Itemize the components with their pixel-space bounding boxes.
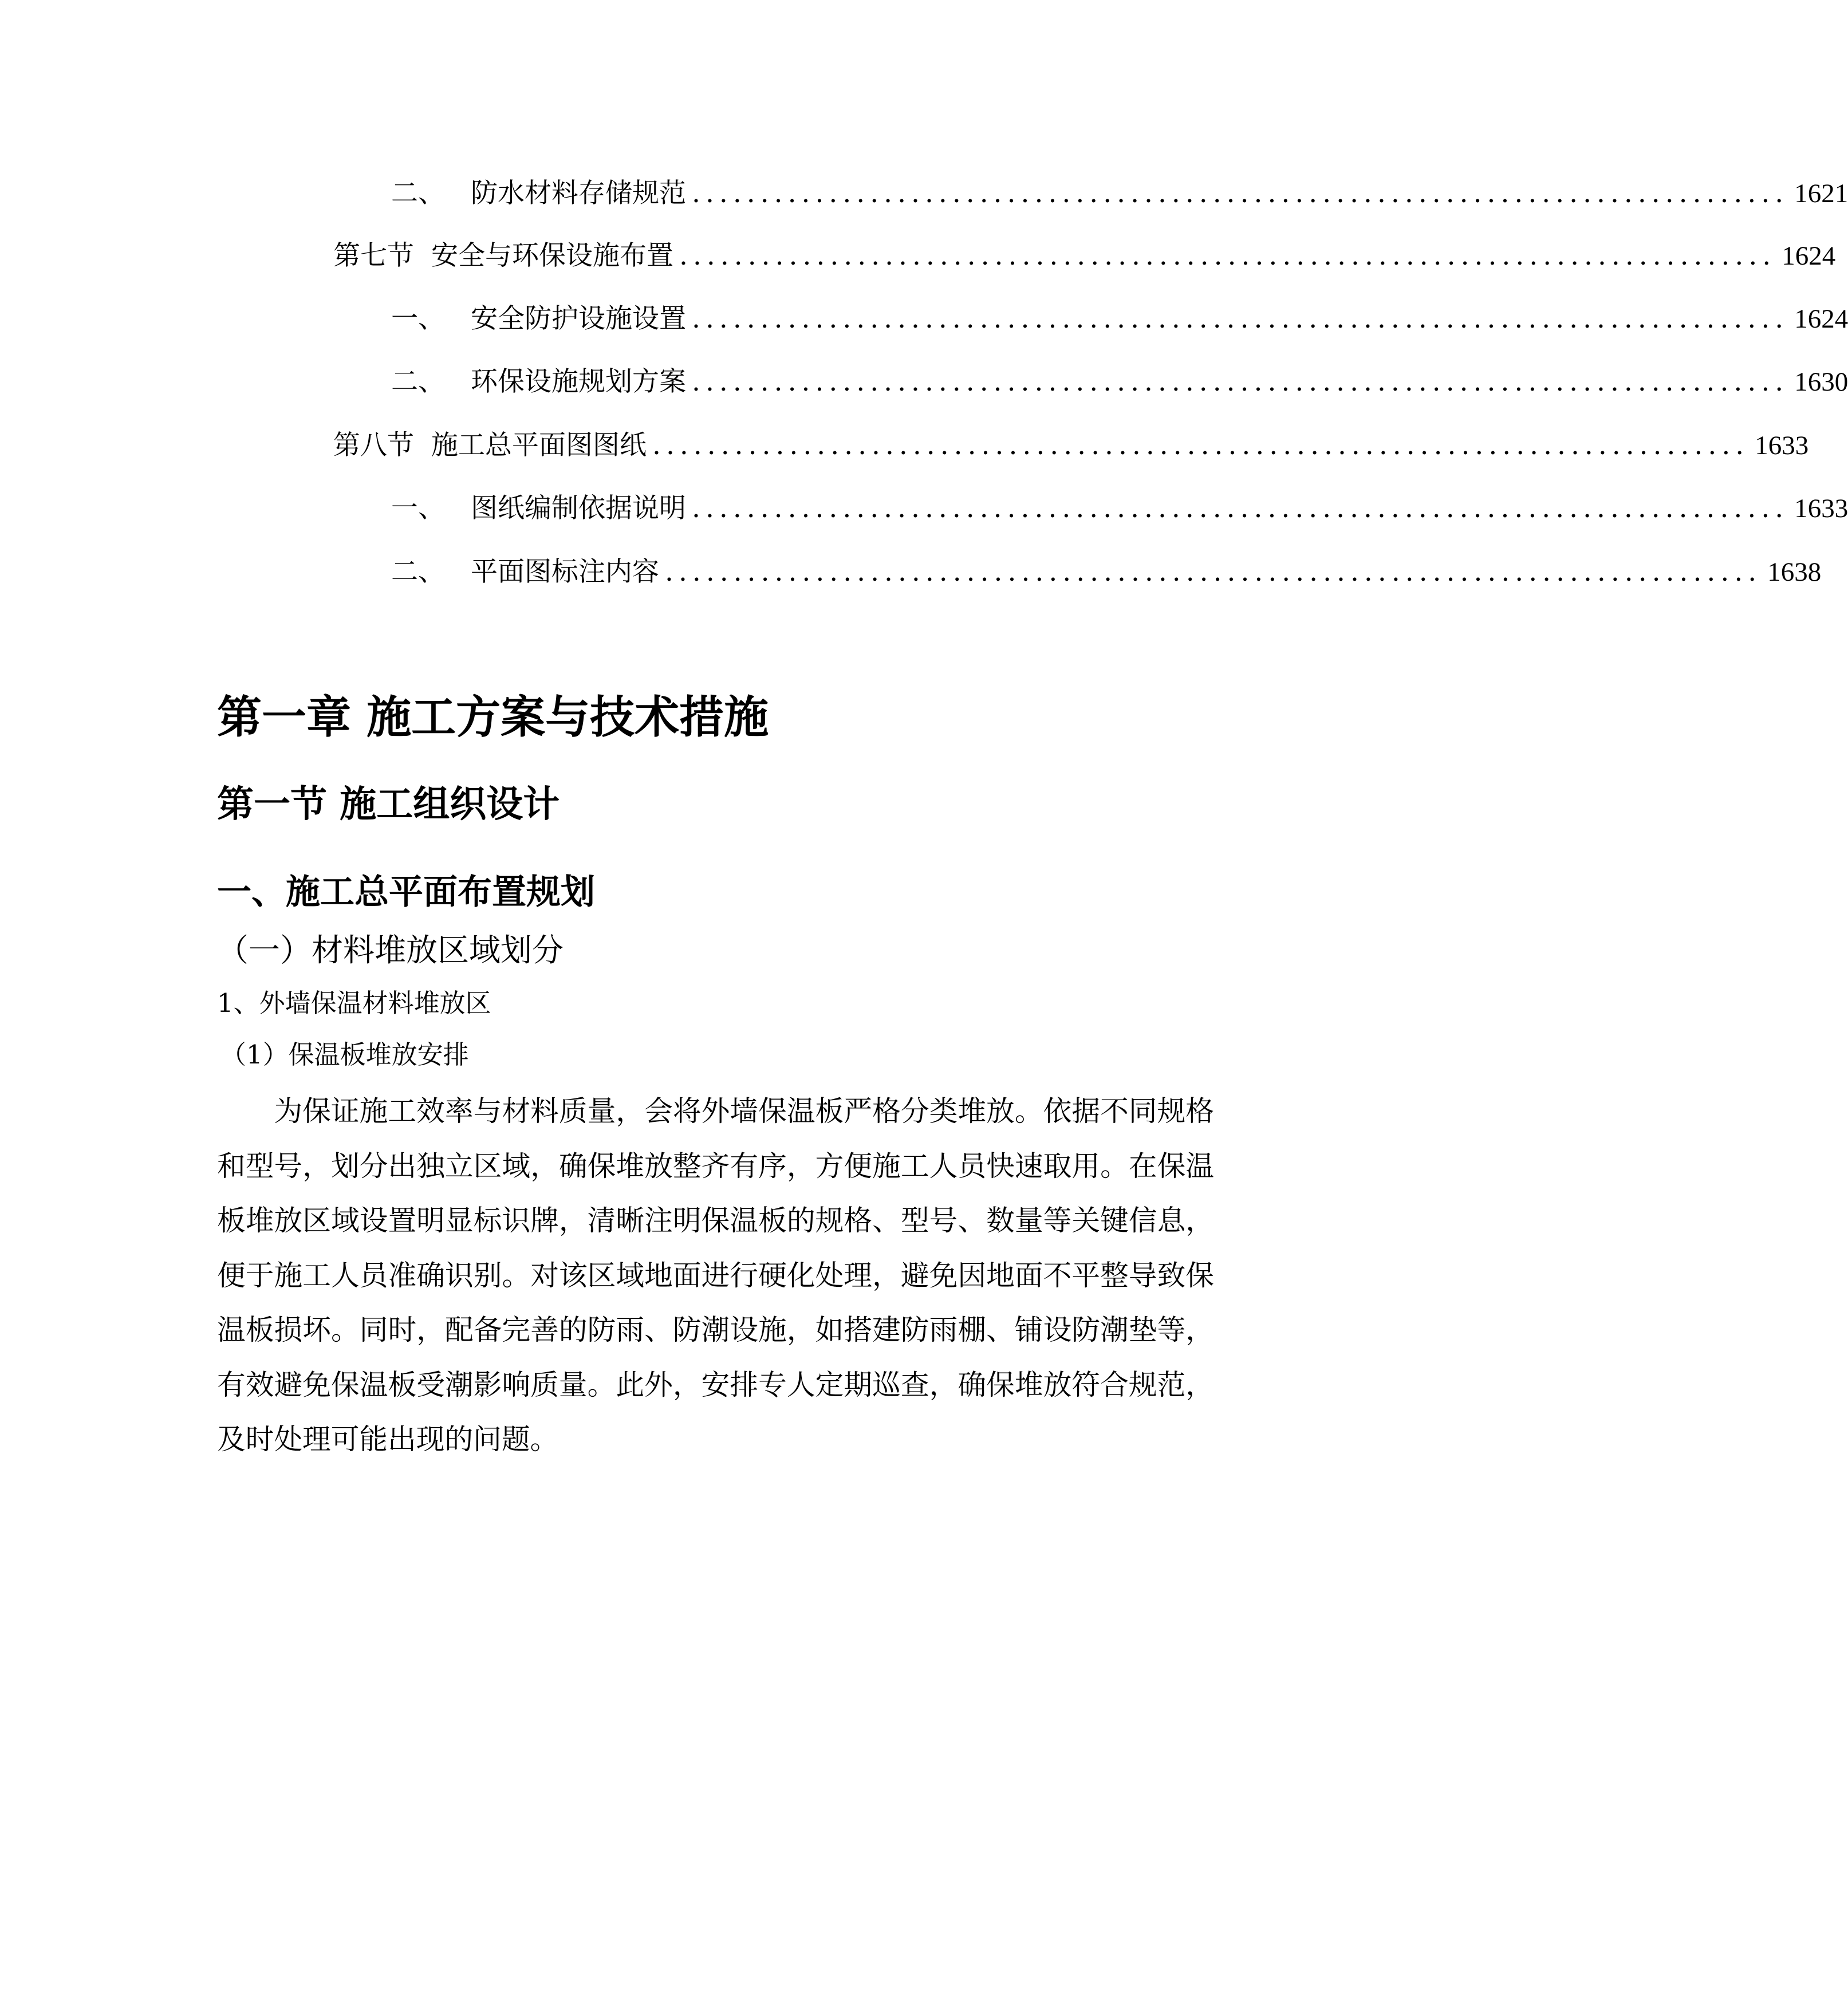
toc-page-number: 1633 bbox=[1794, 494, 1848, 523]
item-title: 1、外墙保温材料堆放区 bbox=[217, 988, 491, 1018]
toc-prefix: 二、 bbox=[391, 556, 445, 588]
toc-title: 施工总平面图图纸 bbox=[431, 430, 647, 461]
dot-leader: ................................................................................ bbox=[665, 556, 1762, 588]
toc-page-number: 1624 bbox=[1794, 304, 1848, 334]
toc-prefix: 第七节 bbox=[333, 240, 414, 271]
toc-prefix: 二、 bbox=[391, 178, 445, 209]
dot-leader: ................................................................................ bbox=[692, 303, 1789, 334]
toc-title: 平面图标注内容 bbox=[471, 556, 659, 588]
toc-entry[interactable] bbox=[0, 428, 1809, 463]
dot-leader: ................................................................................ bbox=[692, 493, 1789, 524]
toc-entry[interactable] bbox=[0, 365, 1848, 399]
body-paragraph: 为保证施工效率与材料质量，会将外墙保温板严格分类堆放。依据不同规格和型号，划分出独立区域，确保堆放整齐有序，方便施工人员快速取用。在保温板堆放区域设置明显标识牌，清晰注明保温板的规格、型号、数量等关键信息，便于施工人员准确识别。对该区域地面进行硬化处理，避免因地面不平整导致保温板损坏。同时，配备完善的防雨、防潮设施，如搭建防雨棚、铺设防潮垫等，有效避免保温板受潮影响质量。此外，安排专人定期巡查，确保堆放符合规范，及时处理可能出现的问题。 bbox=[217, 1094, 1214, 1456]
subsection-title: 一、施工总平面布置规划 bbox=[217, 872, 595, 912]
toc-entry[interactable] bbox=[0, 302, 1848, 336]
toc-entry[interactable] bbox=[0, 176, 1848, 211]
subsubsection-title: （一）材料堆放区域划分 bbox=[217, 932, 564, 968]
toc-title: 安全防护设施设置 bbox=[471, 303, 686, 334]
chapter-title: 第一章 施工方案与技术措施 bbox=[217, 692, 769, 743]
toc-page-number: 1633 bbox=[1755, 431, 1809, 460]
toc-page-number: 1638 bbox=[1767, 557, 1822, 587]
toc-title: 安全与环保设施布置 bbox=[431, 240, 673, 271]
dot-leader: ................................................................................ bbox=[692, 366, 1789, 397]
toc-title: 环保设施规划方案 bbox=[471, 366, 686, 397]
dot-leader: ................................................................................ bbox=[692, 178, 1789, 209]
toc-title: 图纸编制依据说明 bbox=[471, 493, 686, 524]
toc-prefix: 一、 bbox=[391, 493, 445, 524]
toc-page-number: 1621 bbox=[1794, 179, 1848, 208]
toc-prefix: 第八节 bbox=[333, 430, 414, 461]
toc-entry[interactable] bbox=[0, 491, 1848, 526]
toc-entry[interactable] bbox=[0, 555, 1822, 589]
dot-leader: ................................................................................ bbox=[652, 430, 1750, 461]
toc-title: 防水材料存储规范 bbox=[471, 178, 686, 209]
toc-page-number: 1630 bbox=[1794, 367, 1848, 397]
toc-page-number: 1624 bbox=[1782, 241, 1836, 271]
section-title: 第一节 施工组织设计 bbox=[217, 783, 560, 826]
toc-entry[interactable] bbox=[0, 239, 1836, 273]
dot-leader: ................................................................................ bbox=[679, 240, 1776, 271]
toc-prefix: 二、 bbox=[391, 366, 445, 397]
toc-prefix: 一、 bbox=[391, 303, 445, 334]
subitem-title: （1）保温板堆放安排 bbox=[220, 1039, 469, 1070]
